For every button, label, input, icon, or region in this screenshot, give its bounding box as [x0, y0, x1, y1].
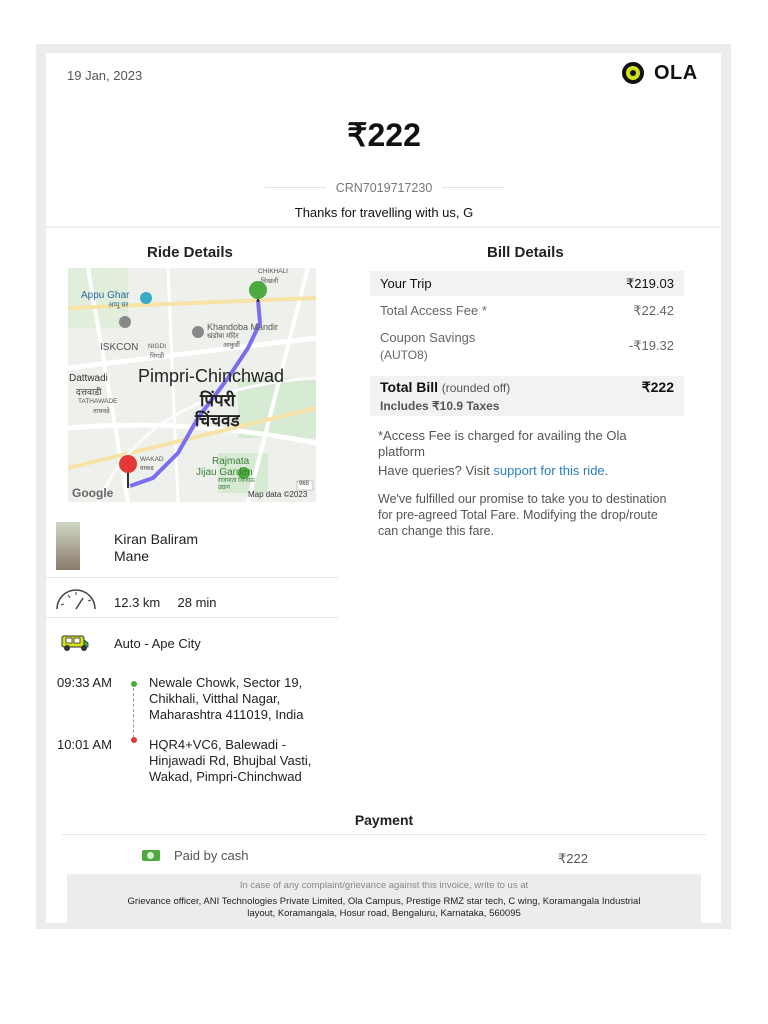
crn-number — [0, 181, 768, 195]
pickup-time: 09:33 AM — [57, 675, 112, 690]
support-link[interactable]: support for this ride — [493, 463, 605, 478]
support-prefix: Have queries? Visit — [378, 463, 494, 478]
driver-avatar — [56, 522, 80, 570]
map-label-nigdi-mr: निगडी — [150, 353, 165, 360]
map-road-number: 965 — [299, 481, 310, 487]
drop-dot-icon — [131, 737, 137, 743]
footer-line-2: Grievance officer, ANI Technologies Private Limited, Ola Campus, Prestige RMZ star tech, C wing, Koramangala Industrial — [127, 896, 641, 907]
footer-line-1: In case of any complaint/grievance against this invoice, write to us at — [239, 880, 529, 891]
total-label: Total Bill — [380, 379, 439, 395]
payment-title: Payment — [354, 812, 414, 828]
auto-rickshaw-icon — [60, 634, 90, 652]
footer-line-3: layout, Koramangala, Hosur road, Bengaluru, Karnataka, 560095 — [247, 908, 521, 919]
access-fee-value: ₹22.42 — [633, 303, 674, 318]
map-label-khandoba-mr: खंडोबा मंदिर — [207, 333, 239, 340]
fare-promise-note: We've fulfilled our promise to take you to destination for pre-agreed Total Fare. Modifying the drop/route can change this fare. — [378, 492, 667, 538]
thanks-message: Thanks for travelling with us, G — [294, 205, 474, 220]
speedometer-icon — [55, 587, 97, 611]
map-label-garden-mr: राजमाता जिजाऊ उद्यान — [218, 478, 255, 491]
map-google-logo: Google — [72, 486, 114, 500]
your-trip-value: ₹219.03 — [625, 276, 674, 291]
map-label-garden-2: Jijau Garden — [196, 467, 253, 478]
bill-row-access-fee — [370, 296, 684, 324]
bill-row-your-trip — [370, 271, 684, 296]
total-label-group — [380, 379, 510, 395]
payment-method: Paid by cash — [174, 848, 249, 863]
trip-distance: 12.3 km — [114, 595, 161, 610]
map-label-garden: Rajmata — [212, 456, 250, 467]
ola-logo-text: OLA — [654, 62, 698, 84]
access-fee-note: *Access Fee is charged for availing the Ola platform — [378, 428, 627, 459]
coupon-code: (AUTO8) — [380, 348, 428, 362]
map-label-dattwadi-mr: दत्तवाडी — [76, 387, 102, 397]
driver-divider — [46, 577, 338, 578]
support-line — [378, 463, 678, 479]
grievance-footer — [67, 874, 701, 924]
drop-time: 10:01 AM — [57, 737, 112, 752]
your-trip-label: Your Trip — [380, 276, 432, 291]
total-value: ₹222 — [641, 379, 674, 395]
invoice-date: 19 Jan, 2023 — [67, 68, 143, 83]
map-label-chikhali-mr: चिखली — [261, 278, 279, 285]
payment-amount: ₹222 — [558, 851, 588, 866]
driver-name-line-2: Mane — [114, 548, 150, 564]
map-label-akurdi-mr: आकुर्डी — [223, 342, 240, 349]
drop-pin — [119, 455, 137, 473]
bill-row-coupon — [370, 324, 684, 376]
driver-name — [114, 531, 198, 565]
map-label-tathawade: TATHAWADE — [78, 398, 118, 405]
map-label-tathawade-mr: ताथवडे — [93, 408, 110, 415]
bill-row-total — [370, 376, 684, 416]
map-label-iskcon: ISKCON — [100, 342, 139, 353]
map-label-city-mr-2: चिंचवड — [195, 411, 240, 430]
map-label-khandoba: Khandoba Mandir — [207, 322, 279, 332]
map-data-credit: Map data ©2023 — [248, 490, 308, 499]
stats-divider — [46, 617, 338, 618]
taxes-note: Includes ₹10.9 Taxes — [380, 399, 500, 413]
map-label-wakad: WAKAD — [140, 456, 164, 463]
map-label-dattwadi: Dattwadi — [69, 373, 108, 384]
drop-address: HQR4+VC6, Balewadi - Hinjawadi Rd, Bhujbal Vasti, Wakad, Pimpri-Chinchwad — [149, 737, 312, 784]
driver-name-line-1: Kiran Baliram — [114, 531, 199, 547]
pickup-address: Newale Chowk, Sector 19, Chikhali, Vitthal Nagar, Maharashtra 411019, India — [149, 675, 304, 722]
ola-logo — [622, 60, 704, 90]
ola-logo-icon — [622, 62, 644, 84]
route-map — [68, 268, 316, 502]
total-rounded-note: (rounded off) — [441, 381, 511, 395]
map-label-appu-ghar: Appu Ghar — [81, 290, 130, 301]
coupon-value: -₹19.32 — [628, 338, 674, 353]
payment-divider — [62, 834, 706, 835]
map-label-city-mr-1: पिंपरी — [200, 391, 236, 410]
map-label-city: Pimpri-Chinchwad — [138, 366, 285, 386]
map-label-chikhali: CHIKHALI — [258, 268, 288, 275]
header-divider — [46, 226, 721, 228]
crn-text: CRN7019717230 — [326, 181, 443, 195]
cash-icon — [142, 850, 160, 861]
trip-stats — [114, 595, 217, 610]
bill-details-title: Bill Details — [487, 244, 564, 261]
pickup-dot-icon — [131, 681, 137, 687]
support-suffix: . — [604, 463, 609, 478]
map-label-appu-ghar-mr: अप्पू घर — [108, 302, 129, 309]
route-connector — [133, 688, 134, 738]
bill-table — [370, 271, 684, 416]
map-label-nigdi: NIGDI — [148, 343, 167, 350]
ride-details-title: Ride Details — [147, 244, 233, 261]
access-fee-label: Total Access Fee * — [380, 303, 487, 318]
map-label-wakad-mr: वाकड — [140, 465, 154, 472]
vehicle-type: Auto - Ape City — [114, 636, 201, 651]
coupon-label: Coupon Savings — [380, 330, 476, 345]
trip-duration: 28 min — [177, 595, 217, 610]
total-amount: ₹222 — [347, 117, 421, 153]
